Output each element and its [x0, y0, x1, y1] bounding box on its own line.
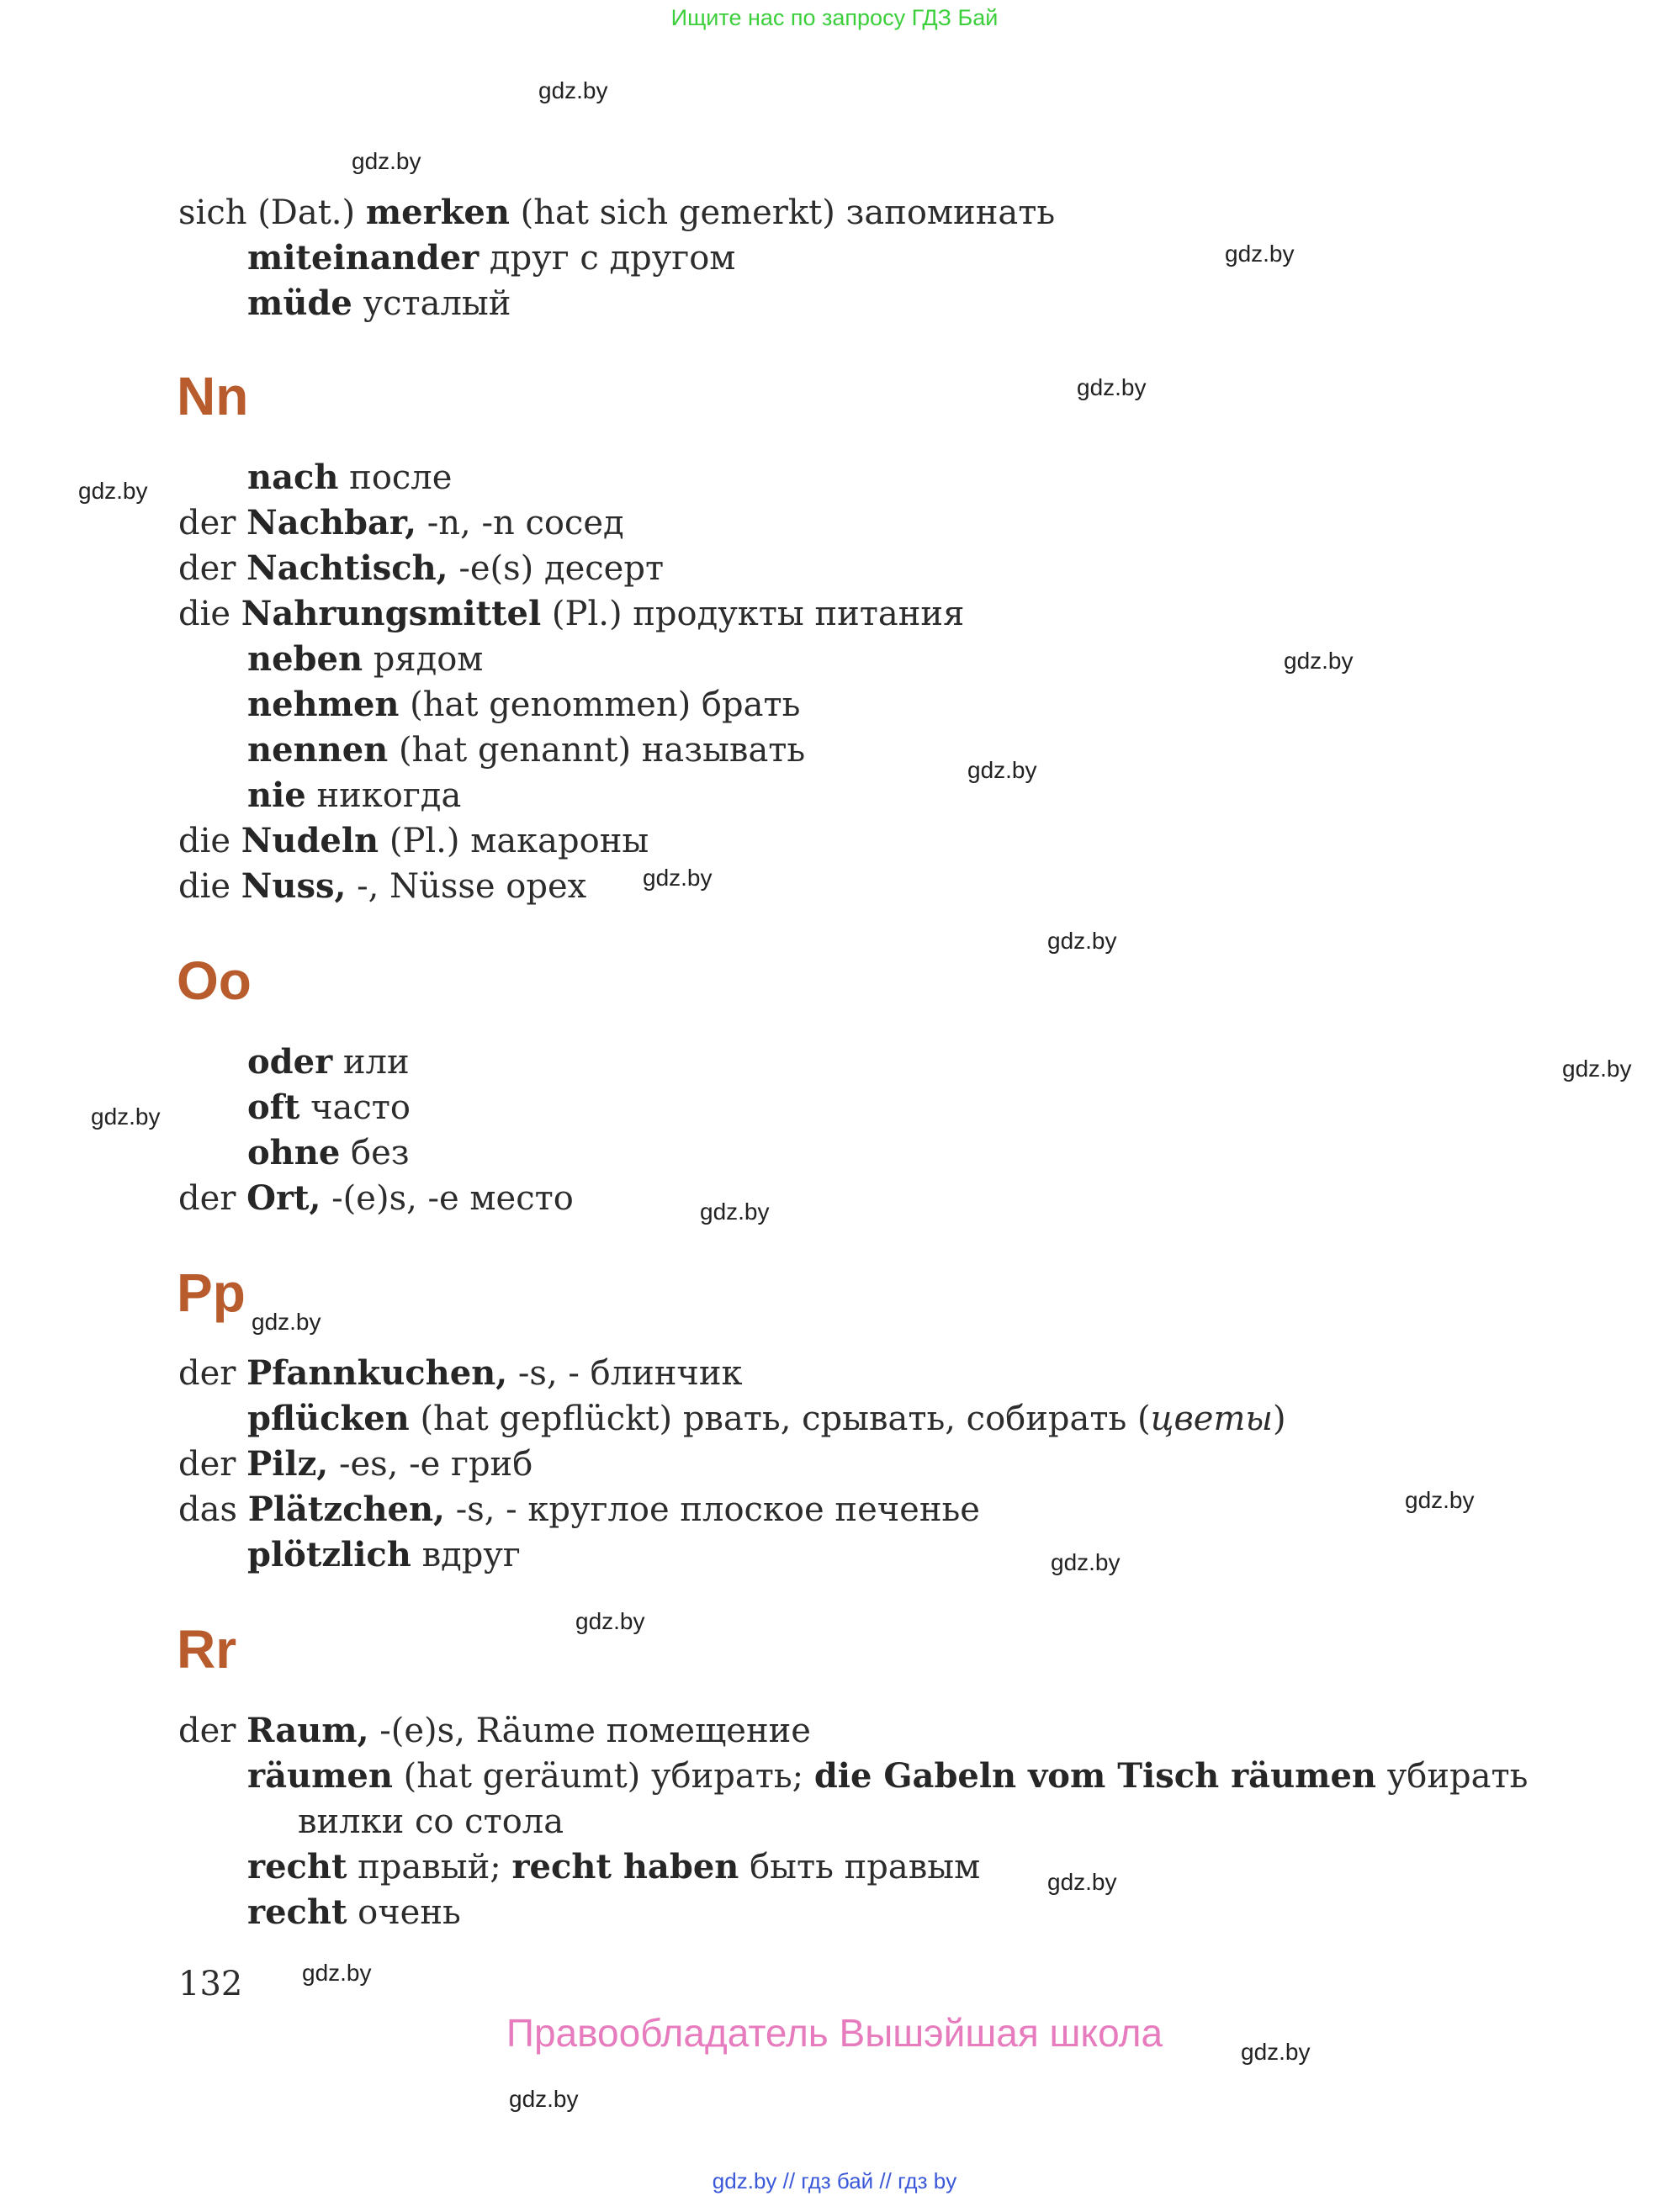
watermark: gdz.by — [1241, 2039, 1311, 2065]
dict-entry: ohne без — [247, 1133, 410, 1172]
dict-entry: die Nahrungsmittel (Pl.) продукты питания — [178, 594, 965, 633]
dict-entry: räumen (hat geräumt) убирать; die Gabeln vom Tisch räumen убирать — [247, 1756, 1529, 1796]
dict-entry: recht очень — [247, 1892, 461, 1932]
dict-entry: müde усталый — [247, 283, 511, 323]
dict-entry: der Pfannkuchen, -s, - блинчик — [178, 1353, 743, 1393]
section-heading-o: Oo — [177, 950, 252, 1011]
watermark: gdz.by — [538, 77, 608, 103]
dict-entry-continuation: вилки со стола — [298, 1802, 564, 1841]
footer-links[interactable]: gdz.by // гдз бай // гдз by — [712, 2168, 957, 2193]
dict-entry: die Nuss, -, Nüsse орех — [178, 866, 587, 906]
watermark: gdz.by — [1051, 1549, 1121, 1575]
watermark: gdz.by — [91, 1103, 161, 1130]
dict-entry: nach после — [247, 458, 453, 497]
watermark: gdz.by — [1284, 648, 1354, 674]
watermark: gdz.by — [575, 1608, 645, 1634]
dict-entry: neben рядом — [247, 639, 484, 679]
watermark: gdz.by — [1047, 1869, 1117, 1895]
watermark: gdz.by — [643, 865, 713, 891]
section-heading-r: Rr — [177, 1619, 237, 1680]
dict-entry: oder или — [247, 1042, 410, 1082]
page-number: 132 — [178, 1965, 243, 2003]
top-banner: Ищите нас по запросу ГДЗ Бай — [670, 5, 999, 30]
dict-entry: nennen (hat genannt) называть — [247, 730, 806, 770]
dict-entry: der Nachtisch, -e(s) десерт — [178, 548, 665, 588]
watermark: gdz.by — [1562, 1056, 1632, 1082]
watermark: gdz.by — [1405, 1487, 1475, 1513]
section-heading-n: Nn — [177, 366, 249, 426]
dict-entry: der Pilz, -es, -e гриб — [178, 1444, 533, 1484]
watermark: gdz.by — [700, 1199, 770, 1225]
watermark: gdz.by — [509, 2086, 579, 2112]
watermark: gdz.by — [302, 1960, 372, 1986]
watermark: gdz.by — [1077, 374, 1147, 400]
dict-entry: plötzlich вдруг — [247, 1535, 521, 1574]
dict-entry: die Nudeln (Pl.) макароны — [178, 821, 649, 860]
dict-entry: miteinander друг с другом — [247, 238, 736, 278]
watermark: gdz.by — [1225, 241, 1295, 267]
dict-entry: recht правый; recht haben быть правым — [247, 1847, 981, 1887]
dict-entry: nehmen (hat genommen) брать — [247, 685, 801, 724]
dict-entry: der Nachbar, -n, -n сосед — [178, 503, 624, 542]
dict-entry: pflücken (hat gepflückt) рвать, срывать, собирать (цветы) — [247, 1399, 1286, 1438]
dict-entry: der Raum, -(e)s, Räume помещение — [178, 1711, 811, 1750]
dict-entry: oft часто — [247, 1087, 411, 1127]
watermark: gdz.by — [252, 1309, 321, 1335]
watermark: gdz.by — [352, 148, 421, 174]
dict-entry: sich (Dat.) merken (hat sich gemerkt) запоминать — [178, 193, 1056, 232]
dict-entry: nie никогда — [247, 775, 462, 815]
watermark: gdz.by — [967, 757, 1037, 783]
dict-entry: das Plätzchen, -s, - круглое плоское печенье — [178, 1490, 980, 1529]
watermark: gdz.by — [1047, 928, 1117, 954]
copyright-notice: Правообладатель Вышэйшая школа — [506, 2011, 1163, 2055]
section-heading-p: Pp — [177, 1262, 246, 1323]
watermark: gdz.by — [78, 478, 148, 504]
dict-entry: der Ort, -(e)s, -e место — [178, 1178, 574, 1218]
